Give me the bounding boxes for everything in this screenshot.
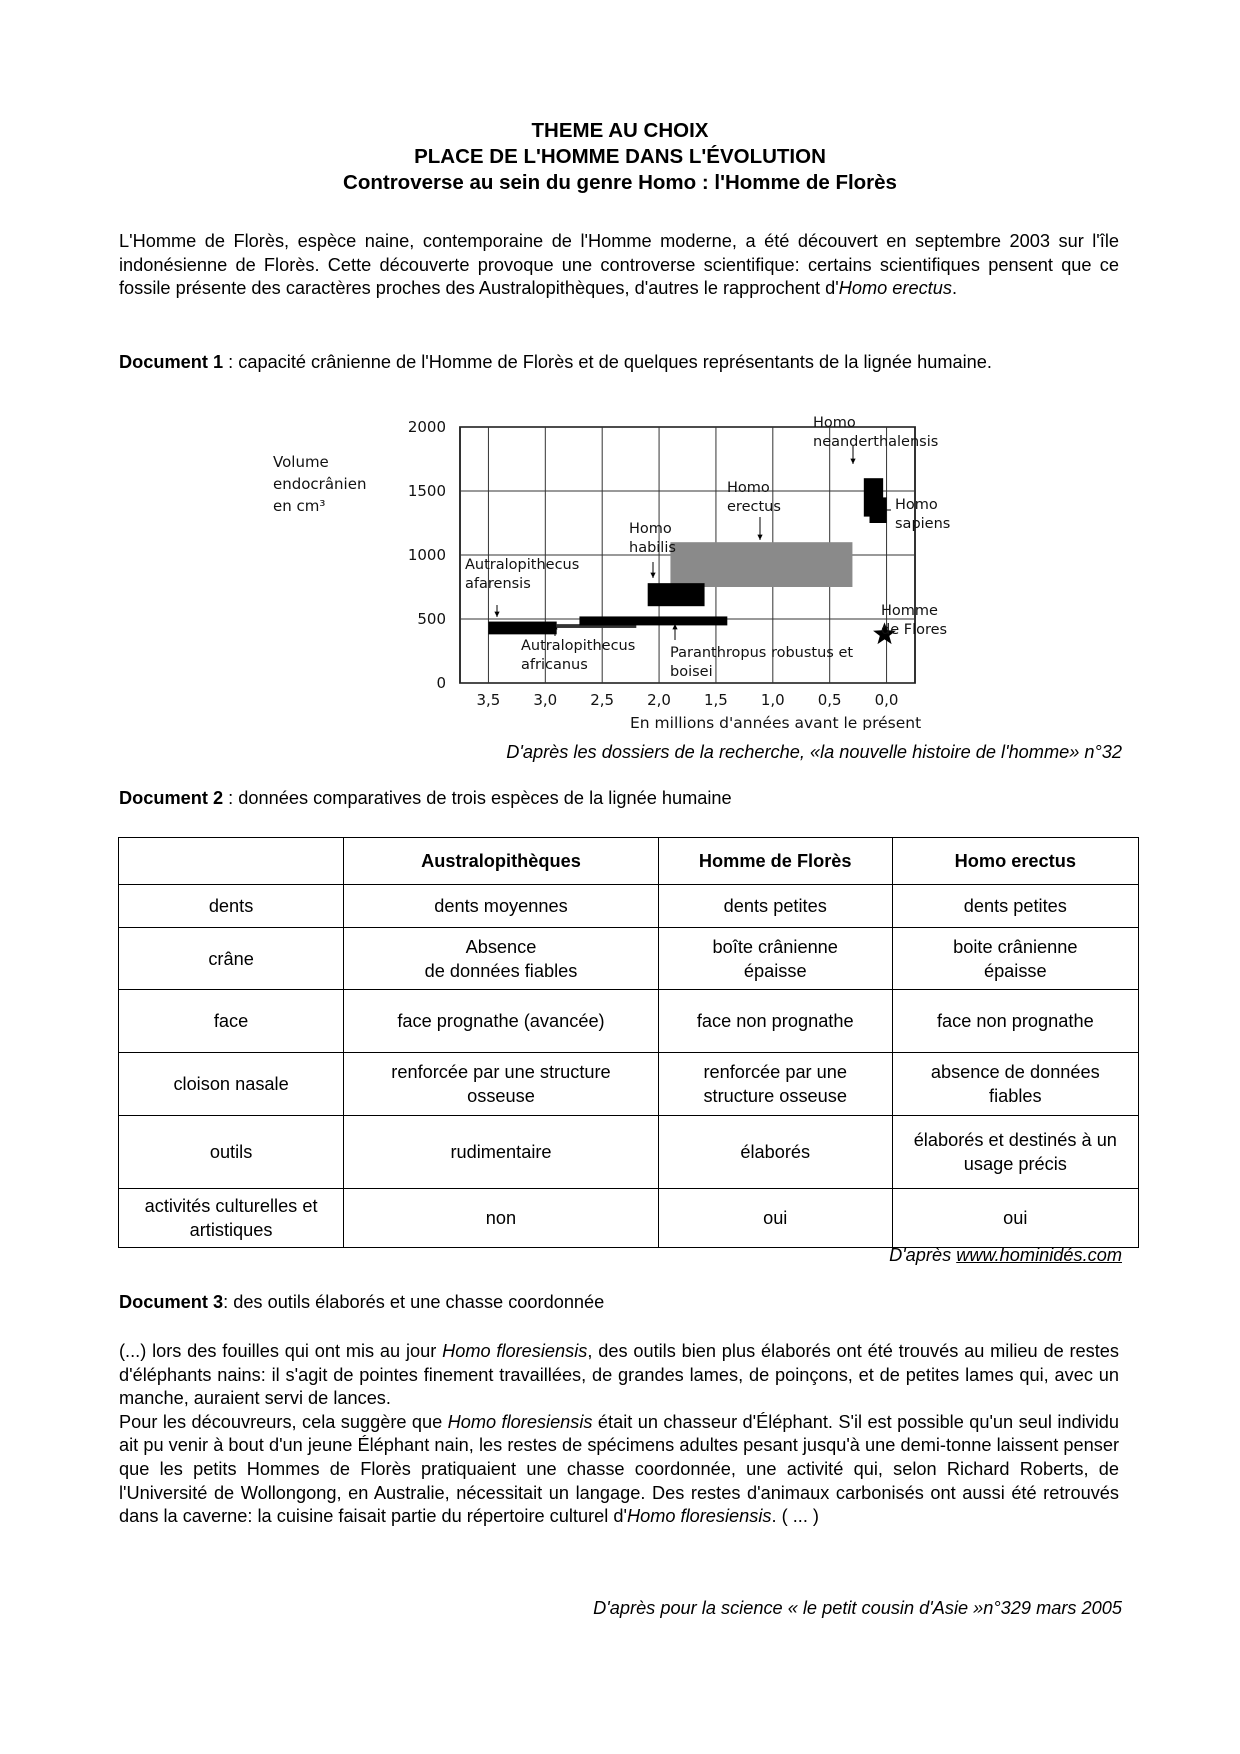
y-axis-title: endocrânien xyxy=(273,475,367,493)
document2-caption: : données comparatives de trois espèces de la lignée humaine xyxy=(223,788,732,808)
table-cell: face non prognathe xyxy=(658,990,892,1053)
theme-heading: THEME AU CHOIX xyxy=(531,119,709,142)
intro-italic-species: Homo erectus xyxy=(838,278,952,299)
document3-p1-text: (...) lors des fouilles qui ont mis au jour xyxy=(119,1341,443,1361)
document3-label: Document 3 xyxy=(119,1292,224,1312)
document3-p2-text: Pour les découvreurs, cela suggère que xyxy=(119,1411,448,1432)
table-header-cell: Australopithèques xyxy=(344,838,659,885)
y-tick-label: 500 xyxy=(417,610,446,628)
table-header-cell: Homo erectus xyxy=(892,838,1138,885)
table-row xyxy=(119,928,1139,990)
document2-source xyxy=(889,1243,1122,1267)
x-tick-label: 2,5 xyxy=(590,691,615,709)
table-row xyxy=(119,990,1139,1053)
table-cell: renforcée par une structure osseuse xyxy=(344,1053,659,1116)
table-cell: rudimentaire xyxy=(344,1116,659,1189)
afarensis-bar xyxy=(488,622,556,635)
intro-text-end: . xyxy=(951,278,957,299)
x-tick-label: 1,5 xyxy=(704,691,728,709)
x-tick-label: 3,5 xyxy=(476,691,501,709)
table-cell: élaborés xyxy=(658,1116,892,1189)
neanderthal-pointer-head xyxy=(850,459,855,464)
document3-text xyxy=(119,1340,1119,1529)
document3-paragraph-2 xyxy=(119,1411,1119,1529)
homo-habilis-label: Homo xyxy=(629,521,672,537)
table-cell: dents moyennes xyxy=(344,885,659,928)
document1-source: D'après les dossiers de la recherche, «la nouvelle histoire de l'homme» n°32 xyxy=(506,742,1122,762)
row-header-cell: face xyxy=(119,990,344,1053)
afarensis-label: Autralopithecus xyxy=(465,557,580,573)
y-tick-label: 1000 xyxy=(407,546,446,564)
table-header-cell: Homme de Florès xyxy=(658,838,892,885)
document3-p2-text-end: . ( ... ) xyxy=(771,1506,819,1527)
table-cell: élaborés et destinés à un usage précis xyxy=(892,1116,1138,1189)
intro-text: L'Homme de Florès, espèce naine, contemporaine de l'Homme moderne, a été découvert en septembre 2003 sur l'île indonésienne de Florès. Cette découverte provoque une controverse scientifique: certains scientifiques pensent que ce fossile présente des caractères proches des Australopithèques, d'autres le rapprochent d' xyxy=(119,231,1119,299)
table-cell: Absence de données fiables xyxy=(344,928,659,990)
table-row xyxy=(119,1116,1139,1189)
table-cell: renforcée par une structure osseuse xyxy=(658,1053,892,1116)
paranthropus-label: boisei xyxy=(670,664,713,680)
y-axis-title: Volume xyxy=(273,453,329,471)
homo-erectus-pointer-head xyxy=(757,535,762,540)
document2-heading xyxy=(119,786,732,810)
table-cell: oui xyxy=(892,1189,1138,1248)
homo-habilis-label: habilis xyxy=(629,540,676,556)
table-header-cell xyxy=(119,838,344,885)
homme-de-flores-label: Homme xyxy=(881,603,938,619)
document3-source: D'après pour la science « le petit cousin d'Asie »n°329 mars 2005 xyxy=(593,1598,1122,1618)
document3-heading xyxy=(119,1290,604,1314)
table-cell: non xyxy=(344,1189,659,1248)
document3-caption: : des outils élaborés et une chasse coordonnée xyxy=(223,1292,605,1312)
homo-sapiens-label: sapiens xyxy=(895,516,951,532)
document1-label: Document 1 xyxy=(119,352,224,372)
y-tick-label: 2000 xyxy=(407,418,446,436)
table-header-row xyxy=(119,838,1139,885)
homo-habilis-pointer-head xyxy=(650,573,655,578)
table-cell: oui xyxy=(658,1189,892,1248)
row-header-cell: cloison nasale xyxy=(119,1053,344,1116)
neanderthal-label: Homo xyxy=(813,415,856,431)
y-tick-label: 0 xyxy=(436,674,446,692)
row-header-cell: dents xyxy=(119,885,344,928)
row-header-cell: activités culturelles et artistiques xyxy=(119,1189,344,1248)
y-axis-title: en cm³ xyxy=(273,497,326,515)
row-header-cell: crâne xyxy=(119,928,344,990)
homo-sapiens-label: Homo xyxy=(895,497,938,513)
document3-p2-italic-2: Homo floresiensis xyxy=(626,1506,772,1527)
document3-p2-text-mid: était un chasseur d'Éléphant. S'il est possible qu'un seul individu ait pu venir à bout d'un jeune Éléphant nain, les restes de spécimens adultes pesant jusqu'à une demi-tonne laissent penser que les petits Hommes de Florès pratiquaient une chasse coordonnée, une activité qui, selon Richard Roberts, de l'Université de Wollongong, en Australie, nécessitait un langage. Des restes d'animaux carbonisés ont aussi été retrouvés dans la caverne: la cuisine faisait partie du répertoire culturel d' xyxy=(119,1411,1120,1527)
table-cell: dents petites xyxy=(658,885,892,928)
cranial-capacity-chart xyxy=(265,410,985,730)
document3-p2-italic: Homo floresiensis xyxy=(447,1411,593,1432)
table-cell: boite crânienne épaisse xyxy=(892,928,1138,990)
x-tick-label: 0,5 xyxy=(817,691,842,709)
comparison-table xyxy=(118,837,1139,1248)
table-row xyxy=(119,1053,1139,1116)
hominides-link[interactable]: www.hominidés.com xyxy=(956,1245,1122,1265)
x-tick-label: 3,0 xyxy=(533,691,558,709)
x-tick-label: 0,0 xyxy=(874,691,899,709)
homo-erectus-label: erectus xyxy=(727,499,781,515)
africanus-label: Autralopithecus xyxy=(521,638,636,654)
homme-de-flores-label: de Flores xyxy=(881,622,948,638)
paranthropus-label: Paranthropus robustus et xyxy=(670,645,854,661)
document1-heading xyxy=(119,350,992,374)
table-cell: face non prognathe xyxy=(892,990,1138,1053)
topic-heading: PLACE DE L'HOMME DANS L'ÉVOLUTION xyxy=(414,145,826,168)
document3-paragraph-1 xyxy=(119,1340,1119,1411)
x-tick-label: 2,0 xyxy=(647,691,671,709)
table-cell: dents petites xyxy=(892,885,1138,928)
table-row xyxy=(119,885,1139,928)
table-cell: face prognathe (avancée) xyxy=(344,990,659,1053)
x-tick-label: 1,0 xyxy=(760,691,785,709)
table-row xyxy=(119,1189,1139,1248)
document3-p1-text-end: , des outils bien plus élaborés ont été trouvés au milieu de restes d'éléphants nains: il s'agit de pointes finement travaillées, de grandes lames, de poinçons, et de petites lames qui, avec un manche, auraient servi de lances. xyxy=(119,1341,1120,1409)
afarensis-label: afarensis xyxy=(465,576,531,592)
y-tick-label: 1500 xyxy=(407,482,446,500)
row-header-cell: outils xyxy=(119,1116,344,1189)
homo-habilis-bar xyxy=(648,583,705,606)
document3-p1-italic: Homo floresiensis xyxy=(442,1341,588,1361)
intro-paragraph xyxy=(119,230,1119,301)
document2-source-prefix: D'après xyxy=(889,1245,957,1265)
document2-label: Document 2 xyxy=(119,788,224,808)
afarensis-pointer-head xyxy=(494,612,499,617)
homo-erectus-bar xyxy=(670,542,852,587)
neanderthal-label: neanderthalensis xyxy=(813,434,939,450)
table-cell: absence de données fiables xyxy=(892,1053,1138,1116)
africanus-label: africanus xyxy=(521,657,588,673)
homo-erectus-label: Homo xyxy=(727,480,770,496)
document1-caption: : capacité crânienne de l'Homme de Florès et de quelques représentants de la lignée humaine. xyxy=(223,352,992,372)
subtitle-heading: Controverse au sein du genre Homo : l'Homme de Florès xyxy=(343,171,897,194)
paranthropus-bar xyxy=(579,616,727,625)
x-axis-title: En millions d'années avant le présent xyxy=(630,714,922,730)
table-cell: boîte crânienne épaisse xyxy=(658,928,892,990)
